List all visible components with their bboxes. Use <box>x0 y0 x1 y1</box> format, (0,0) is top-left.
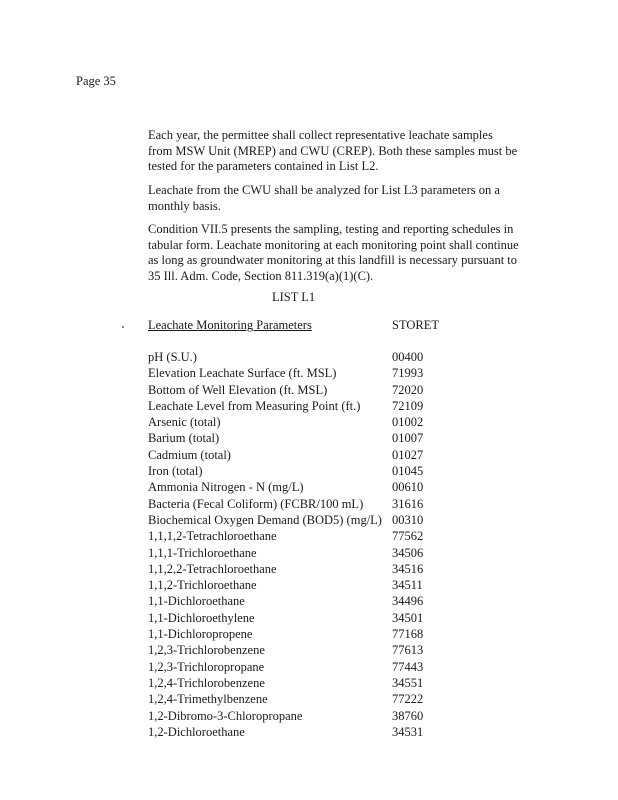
table-row <box>148 398 468 414</box>
storet-code: 72109 <box>392 398 424 413</box>
table-body <box>148 349 468 740</box>
table-row <box>148 708 468 724</box>
paragraph-annual-sampling: Each year, the permittee shall collect representative leachate samples from MSW Unit (MREP) and CWU (CREP). Both these samples must be tested for the parameters contained in List L2. <box>148 128 518 173</box>
page-number: Page 35 <box>76 74 116 88</box>
parameter-name: 1,1-Dichloropropene <box>148 627 253 642</box>
storet-code: 01007 <box>392 431 424 446</box>
parameter-name: 1,2,4-Trichlorobenzene <box>148 675 265 690</box>
parameter-name: 1,1,1-Trichloroethane <box>148 545 257 560</box>
storet-code: 77222 <box>392 692 424 707</box>
storet-code: 01045 <box>392 464 424 479</box>
storet-code: 31616 <box>392 496 424 511</box>
table-row <box>148 512 468 528</box>
table-row <box>148 724 468 740</box>
table-row <box>148 479 468 495</box>
table-row <box>148 528 468 544</box>
table-row <box>148 545 468 561</box>
table-row <box>148 349 468 365</box>
parameter-name: 1,2,3-Trichloropropane <box>148 659 265 674</box>
table-row <box>148 642 468 658</box>
table-row <box>148 610 468 626</box>
table-row <box>148 626 468 642</box>
storet-code: 34516 <box>392 561 424 576</box>
storet-code: 34531 <box>392 724 424 739</box>
parameter-name: 1,1,2-Trichloroethane <box>148 578 257 593</box>
table-row <box>148 691 468 707</box>
table-row <box>148 463 468 479</box>
parameter-name: 1,2-Dibromo-3-Chloropropane <box>148 708 303 723</box>
storet-code: 34496 <box>392 594 424 609</box>
storet-code: 34501 <box>392 610 424 625</box>
storet-code: 71993 <box>392 366 424 381</box>
table-row <box>148 675 468 691</box>
table-row <box>148 593 468 609</box>
parameter-name: Leachate Level from Measuring Point (ft.) <box>148 398 361 413</box>
storet-code: 38760 <box>392 708 424 723</box>
paragraph-condition-schedule: Condition VII.5 presents the sampling, testing and reporting schedules in tabular form. Leachate monitoring at each monitoring point shall continue as long as groundwater monitoring at this landfill is necessary pursuant to 35 Ill. Adm. Code, Section 811.319(a)(1)(C). <box>148 222 519 283</box>
parameter-name: Biochemical Oxygen Demand (BOD5) (mg/L) <box>148 512 382 527</box>
parameter-name: Ammonia Nitrogen - N (mg/L) <box>148 480 304 495</box>
parameter-name: Iron (total) <box>148 464 203 479</box>
parameter-name: Cadmium (total) <box>148 447 231 462</box>
parameter-name: Bacteria (Fecal Coliform) (FCBR/100 mL) <box>148 496 364 511</box>
parameter-name: 1,1,1,2-Tetrachloroethane <box>148 529 277 544</box>
storet-code: 00310 <box>392 512 424 527</box>
table-row <box>148 414 468 430</box>
parameter-name: 1,1-Dichloroethylene <box>148 610 255 625</box>
table-row <box>148 561 468 577</box>
storet-code: 34551 <box>392 675 424 690</box>
paragraph-cwu-monthly: Leachate from the CWU shall be analyzed for List L3 parameters on a monthly basis. <box>148 183 500 213</box>
list-title: LIST L1 <box>272 290 316 304</box>
storet-code: 77562 <box>392 529 424 544</box>
storet-code: 01002 <box>392 415 424 430</box>
storet-code: 34511 <box>392 578 423 593</box>
table-row <box>148 577 468 593</box>
table-header <box>148 318 468 334</box>
parameter-name: Barium (total) <box>148 431 220 446</box>
table-row <box>148 430 468 446</box>
parameter-name: 1,2,4-Trimethylbenzene <box>148 692 268 707</box>
storet-code: 77168 <box>392 627 424 642</box>
storet-code: 00610 <box>392 480 424 495</box>
storet-code: 72020 <box>392 382 424 397</box>
table-row <box>148 496 468 512</box>
parameter-name: Bottom of Well Elevation (ft. MSL) <box>148 382 328 397</box>
header-storet: STORET <box>392 318 439 332</box>
table-row <box>148 382 468 398</box>
storet-code: 77443 <box>392 659 424 674</box>
storet-code: 77613 <box>392 643 424 658</box>
table-row <box>148 659 468 675</box>
parameter-name: pH (S.U.) <box>148 350 197 364</box>
parameter-name: Arsenic (total) <box>148 415 221 430</box>
parameter-name: 1,2-Dichloroethane <box>148 724 245 739</box>
table-row <box>148 447 468 463</box>
leachate-parameter-table <box>148 318 468 740</box>
parameter-name: 1,2,3-Trichlorobenzene <box>148 643 265 658</box>
parameter-name: 1,1,2,2-Tetrachloroethane <box>148 561 277 576</box>
storet-code: 34506 <box>392 545 424 560</box>
margin-mark <box>122 326 124 328</box>
header-parameter: Leachate Monitoring Parameters <box>148 318 312 332</box>
storet-code: 00400 <box>392 350 424 364</box>
table-row <box>148 365 468 381</box>
parameter-name: 1,1-Dichloroethane <box>148 594 245 609</box>
parameter-name: Elevation Leachate Surface (ft. MSL) <box>148 366 337 381</box>
storet-code: 01027 <box>392 447 424 462</box>
